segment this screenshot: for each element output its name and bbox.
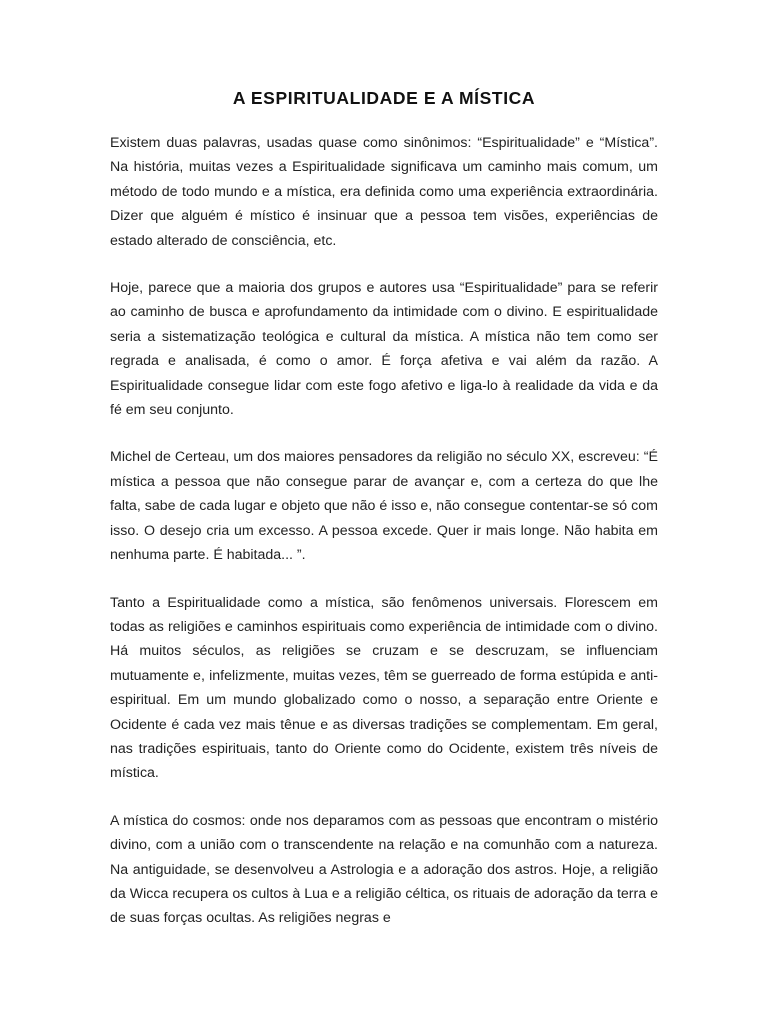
paragraph-2: Hoje, parece que a maioria dos grupos e autores usa “Espiritualidade” para se referir ao caminho de busca e aprofundamento da intimidade com o divino. E espiritualidade seria a sistematização teológica e cultural da mística. A mística não tem como ser regrada e analisada, é como o amor. É força afetiva e vai além da razão. A Espiritualidade consegue lidar com este fogo afetivo e liga-lo à realidade da vida e da fé em seu conjunto. [110,280,658,419]
document-title: A ESPIRITUALIDADE E A MÍSTICA [232,88,536,108]
document-body [110,131,658,954]
paragraph-5: A mística do cosmos: onde nos deparamos com as pessoas que encontram o mistério divino, com a união com o transcendente na relação e na comunhão com a natureza. Na antiguidade, se desenvolveu a Astrologia e a adoração dos astros. Hoje, a religião da Wicca recupera os cultos à Lua e a religião céltica, os rituais de adoração da terra e de suas forças ocultas. As religiões negras e [110,812,658,927]
paragraph-4: Tanto a Espiritualidade como a mística, são fenômenos universais. Florescem em todas as religiões e caminhos espirituais como experiência de intimidade com o divino. Há muitos séculos, as religiões se cruzam e se descruzam, se influenciam mutuamente e, infelizmente, muitas vezes, têm se guerreado de forma estúpida e anti-espiritual. Em um mundo globalizado como o nosso, a separação entre Oriente e Ocidente é cada vez mais tênue e as diversas tradições se complementam. Em geral, nas tradições espirituais, tanto do Oriente como do Ocidente, existem três níveis de mística. [110,594,658,782]
paragraph-3: Michel de Certeau, um dos maiores pensadores da religião no século XX, escreveu: “É mística a pessoa que não consegue parar de avançar e, com a certeza do que lhe falta, sabe de cada lugar e objeto que não é isso e, não consegue contentar-se só com isso. O desejo cria um excesso. A pessoa excede. Quer ir mais longe. Não habita em nenhuma parte. É habitada... ”. [110,449,658,564]
paragraph-1: Existem duas palavras, usadas quase como sinônimos: “Espiritualidade” e “Mística”. Na história, muitas vezes a Espiritualidade significava um caminho mais comum, um método de todo mundo e a mística, era definida como uma experiência extraordinária. Dizer que alguém é místico é insinuar que a pessoa tem visões, experiências de estado alterado de consciência, etc. [110,135,658,249]
